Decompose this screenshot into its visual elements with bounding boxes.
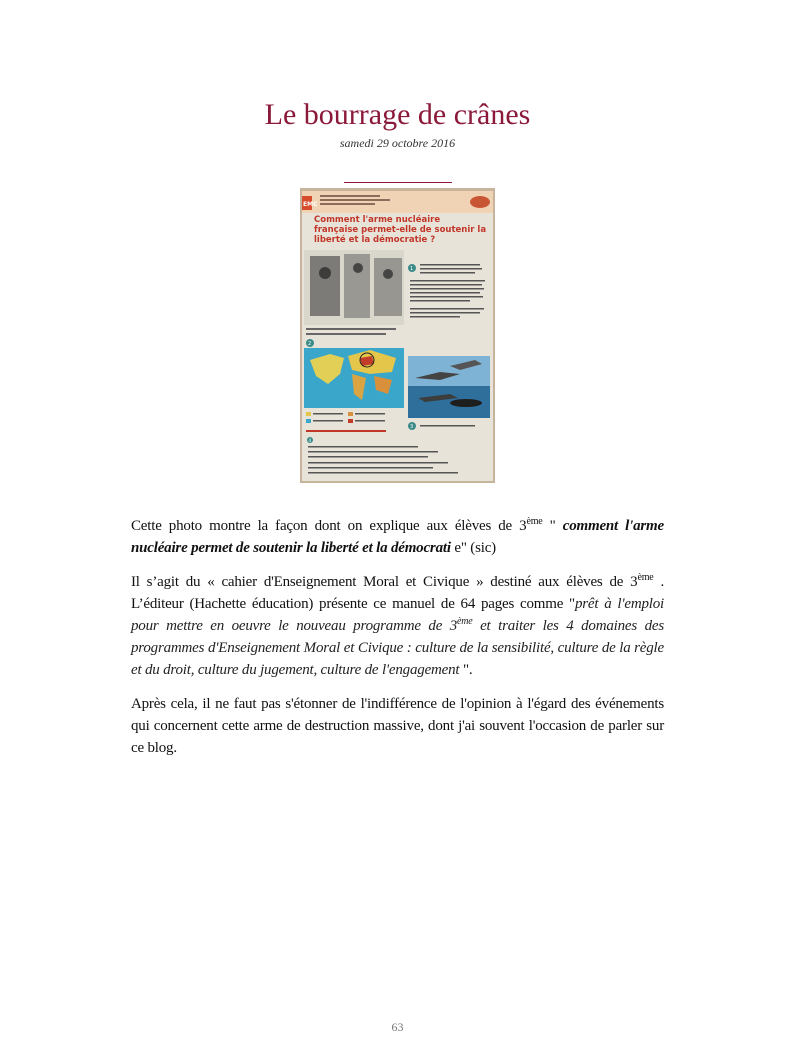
photo-heading-3: liberté et la démocratie ? xyxy=(314,235,436,245)
paragraph-1: Cette photo montre la façon dont on explique aux élèves de 3ème " comment l'arme nucléaire permet de soutenir la liberté et la démocrati e" (sic) xyxy=(131,516,664,556)
doc-number-3: 3 xyxy=(410,424,414,430)
article-body xyxy=(131,515,664,771)
page-number: 63 xyxy=(391,1020,404,1034)
post-date: samedi 29 octobre 2016 xyxy=(339,136,456,150)
textbook-photo xyxy=(300,188,495,483)
photo-heading-2: française permet-elle de soutenir la xyxy=(314,225,487,235)
photo-heading-1: Comment l'arme nucléaire xyxy=(314,215,441,225)
doc-number-1: 1 xyxy=(410,266,414,272)
title-divider xyxy=(344,182,452,183)
doc-number-4: 4 xyxy=(308,438,312,443)
quoted-question: comment l'arme nucléaire permet de soutenir la liberté et la démocrati xyxy=(131,518,664,556)
page-title: Le bourrage de crânes xyxy=(264,98,531,131)
doc-number-2: 2 xyxy=(308,341,312,347)
textbook-page-image xyxy=(300,188,495,483)
emc-badge: EMC xyxy=(303,201,318,208)
paragraph-3: Après cela, il ne faut pas s'étonner de l'indifférence de l'opinion à l'égard des événements qui concernent cette arme de destruction massive, dont j'ai souvent l'occasion de parler sur ce blog. xyxy=(131,696,664,756)
paragraph-2: Il s’agit du « cahier d'Enseignement Moral et Civique » destiné aux élèves de 3ème . L’éditeur (Hachette éducation) présente ce manuel de 64 pages comme "prêt à l'emploi pour mettre en oeuvre le nouveau programme de 3ème et traiter les 4 domaines des programmes d'Enseignement Moral et Civique : culture de la sensibilité, culture de la règle et du droit, culture du jugement, culture de l'engagement ". xyxy=(131,572,665,678)
publisher-quote: prêt à l'emploi pour mettre en oeuvre le nouveau programme de 3ème et traiter les 4 domaines des programmes d'Enseignement Moral et Civique : culture de la sensibilité, culture de la règle et du droit, culture du jugement, culture de l'engagement xyxy=(131,596,664,678)
